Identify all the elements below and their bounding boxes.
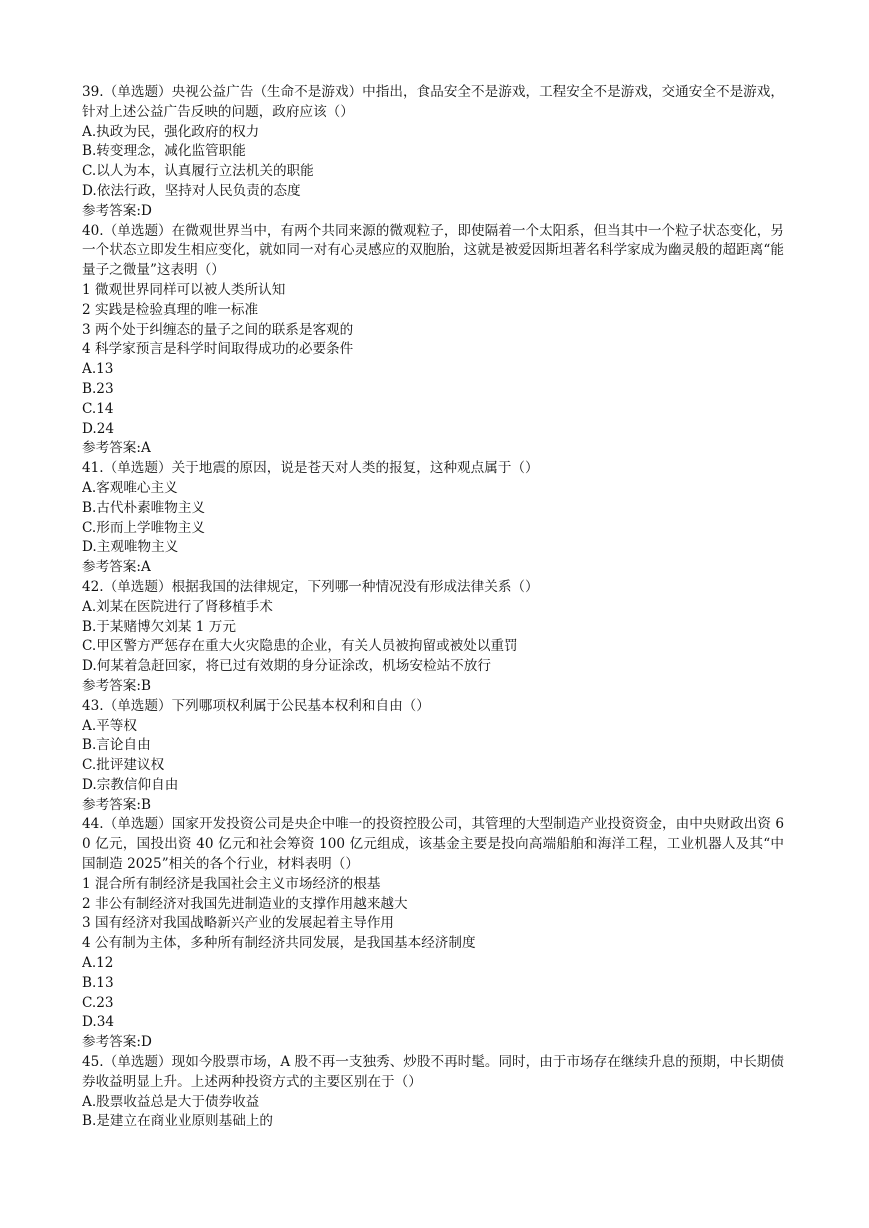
- option-d: D.依法行政，坚持对人民负责的态度: [82, 182, 301, 199]
- option-a: A.执政为民，强化政府的权力: [82, 123, 260, 140]
- statement-2: 2 非公有制经济对我国先进制造业的支撑作用越来越大: [82, 895, 408, 912]
- statement-3: 3 国有经济对我国战略新兴产业的发展起着主导作用: [82, 915, 395, 932]
- option-b: B.是建立在商业业原则基础上的: [82, 1113, 274, 1130]
- option-a: A.刘某在医院进行了肾移植手术: [82, 598, 273, 615]
- option-c: C.批评建议权: [82, 757, 165, 774]
- option-c: C.形而上学唯物主义: [82, 519, 205, 536]
- option-b: B.13: [82, 974, 114, 991]
- option-b: B.转变理念，减化监管职能: [82, 143, 246, 160]
- option-b: B.23: [82, 380, 114, 397]
- question-43: [82, 697, 784, 816]
- option-d: D.何某着急赶回家，将已过有效期的身分证涂改，机场安检站不放行: [82, 658, 491, 675]
- question-stem: 39.（单选题）央视公益广告（生命不是游戏）中指出，食品安全不是游戏，工程安全不是游戏，交通安全不是游戏，针对上述公益广告反映的问题，政府应该（）: [82, 84, 784, 120]
- question-42: [82, 578, 784, 697]
- reference-answer: 参考答案:A: [82, 440, 151, 457]
- question-list: [82, 83, 784, 1132]
- question-45: [82, 1053, 784, 1132]
- reference-answer: 参考答案:D: [82, 202, 152, 219]
- option-a: A.13: [82, 361, 114, 378]
- question-stem: 41.（单选题）关于地震的原因，说是苍天对人类的报复，这种观点属于（）: [82, 460, 539, 477]
- question-stem: 42.（单选题）根据我国的法律规定，下列哪一种情况没有形成法律关系（）: [82, 578, 539, 595]
- question-stem: 43.（单选题）下列哪项权利属于公民基本权利和自由（）: [82, 697, 430, 714]
- option-a: A.12: [82, 955, 114, 972]
- option-b: B.古代朴素唯物主义: [82, 499, 206, 516]
- option-c: C.甲区警方严惩存在重大火灾隐患的企业，有关人员被拘留或被处以重罚: [82, 638, 518, 655]
- option-d: D.主观唯物主义: [82, 539, 179, 556]
- reference-answer: 参考答案:A: [82, 559, 151, 576]
- statement-2: 2 实践是检验真理的唯一标准: [82, 301, 259, 318]
- statement-1: 1 微观世界同样可以被人类所认知: [82, 281, 286, 298]
- reference-answer: 参考答案:D: [82, 1034, 152, 1051]
- question-40: [82, 222, 784, 460]
- question-41: [82, 459, 784, 578]
- option-c: C.23: [82, 994, 114, 1011]
- question-stem: 45.（单选题）现如今股票市场，A 股不再一支独秀、炒股不再时髦。同时，由于市场存在继续升息的预期，中长期债券收益明显上升。上述两种投资方式的主要区别在于（）: [82, 1054, 784, 1090]
- statement-3: 3 两个处于纠缠态的量子之间的联系是客观的: [82, 321, 354, 338]
- option-a: A.平等权: [82, 717, 137, 734]
- question-39: [82, 83, 784, 222]
- question-stem: 44.（单选题）国家开发投资公司是央企中唯一的投资控股公司，其管理的大型制造产业投资资金，由中央财政出资 60 亿元，国投出资 40 亿元和社会筹资 100 亿元组成，该基金主要是投向高端船舶和海洋工程，工业机器人及其“中国制造 2025”相关的各个行业，材料表明（）: [82, 816, 784, 873]
- statement-4: 4 公有制为主体，多种所有制经济共同发展，是我国基本经济制度: [82, 935, 476, 952]
- statement-1: 1 混合所有制经济是我国社会主义市场经济的根基: [82, 875, 381, 892]
- question-stem: 40.（单选题）在微观世界当中，有两个共同来源的微观粒子，即使隔着一个太阳系，但当其中一个粒子状态变化，另一个状态立即发生相应变化，就如同一对有心灵感应的双胞胎，这就是被爱因斯坦著名科学家成为幽灵般的超距离“能量子之微量”这表明（）: [82, 222, 784, 279]
- option-c: C.以人为本，认真履行立法机关的职能: [82, 163, 314, 180]
- option-b: B.言论自由: [82, 737, 151, 754]
- option-b: B.于某赌博欠刘某 1 万元: [82, 618, 236, 635]
- option-a: A.客观唯心主义: [82, 479, 178, 496]
- reference-answer: 参考答案:B: [82, 796, 151, 813]
- option-c: C.14: [82, 400, 114, 417]
- option-d: D.34: [82, 1014, 115, 1031]
- reference-answer: 参考答案:B: [82, 677, 151, 694]
- option-d: D.宗教信仰自由: [82, 776, 179, 793]
- option-d: D.24: [82, 420, 115, 437]
- statement-4: 4 科学家预言是科学时间取得成功的必要条件: [82, 341, 354, 358]
- question-44: [82, 815, 784, 1053]
- option-a: A.股票收益总是大于债券收益: [82, 1093, 260, 1110]
